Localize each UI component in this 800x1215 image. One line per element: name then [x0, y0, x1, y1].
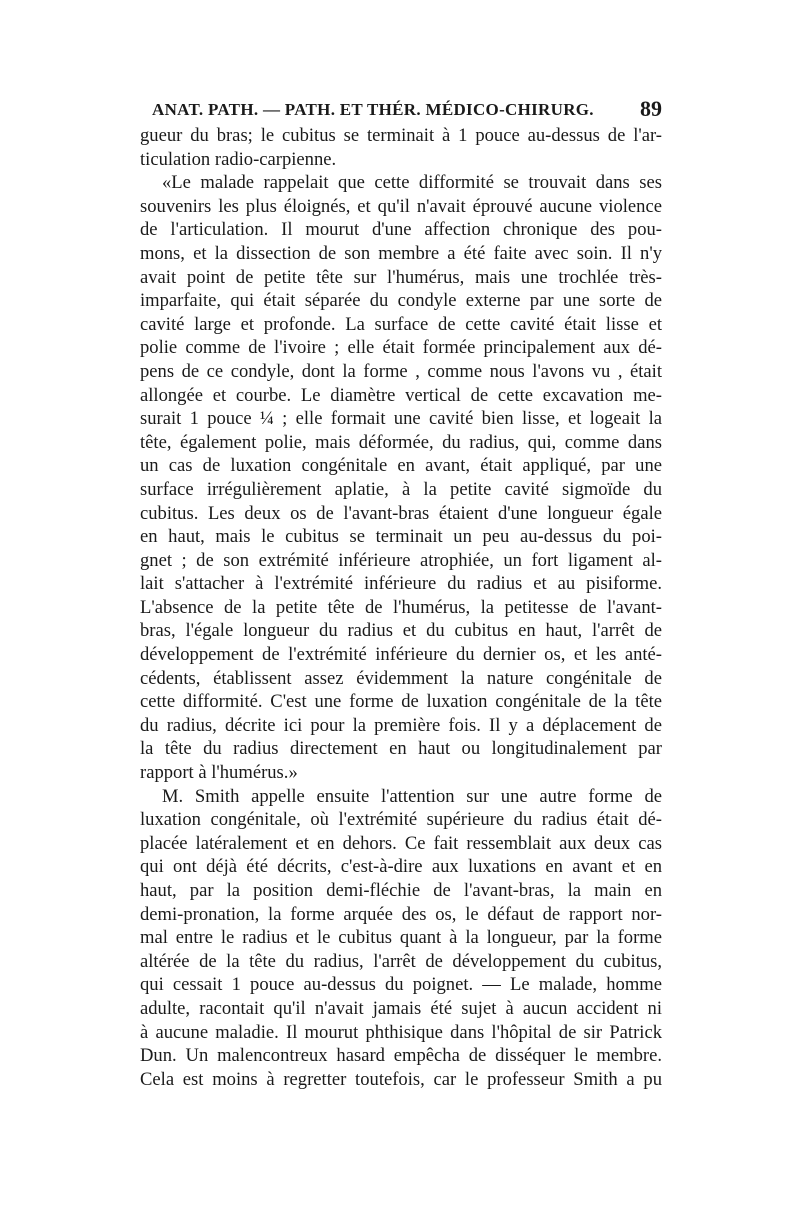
text-line: Cela est moins à regretter toutefois, car le professeur Smith a pu: [140, 1068, 662, 1090]
page-number: 89: [640, 96, 662, 121]
text-line: avait point de petite tête sur l'humérus, mais une trochlée très-: [140, 266, 662, 288]
text-line: bras, l'égale longueur du radius et du cubitus en haut, l'arrêt de: [140, 620, 662, 642]
text-line: qui ont déjà été décrits, c'est-à-dire aux luxations en avant et en: [140, 856, 662, 878]
text-line: mons, et la dissection de son membre a été faite avec soin. Il n'y: [140, 242, 662, 264]
text-line: mal entre le radius et le cubitus quant à la longueur, par la forme: [140, 927, 662, 949]
text-line: la tête du radius directement en haut ou longitudinalement par: [140, 738, 662, 760]
text-line: demi-pronation, la forme arquée des os, le défaut de rapport nor-: [140, 903, 662, 925]
text-line: lait s'attacher à l'extrémité inférieure du radius et au pisiforme.: [140, 573, 662, 595]
text-line: de l'articulation. Il mourut d'une affection chronique des pou-: [140, 219, 662, 241]
running-head: ANAT. PATH. — PATH. ET THÉR. MÉDICO-CHIRURG.: [152, 100, 594, 119]
text-line: allongée et courbe. Le diamètre vertical de cette excavation me-: [140, 384, 662, 406]
text-line: cubitus. Les deux os de l'avant-bras étaient d'une longueur égale: [140, 502, 662, 524]
text-line: Dun. Un malencontreux hasard empêcha de disséquer le membre.: [140, 1045, 662, 1067]
text-line: placée latéralement et en dehors. Ce fait ressemblait aux deux cas: [140, 832, 662, 854]
text-line: M. Smith appelle ensuite l'attention sur une autre forme de: [162, 785, 662, 807]
text-line: un cas de luxation congénitale en avant, était appliqué, par une: [140, 455, 662, 477]
text-line: L'absence de la petite tête de l'humérus, la petitesse de l'avant-: [140, 596, 662, 618]
text-line: rapport à l'humérus.»: [140, 762, 298, 784]
text-line: gueur du bras; le cubitus se terminait à 1 pouce au-dessus de l'ar-: [140, 125, 662, 146]
text-line: souvenirs les plus éloignés, et qu'il n'avait éprouvé aucune violence: [140, 195, 662, 217]
body-text: [140, 124, 662, 1091]
text-line: haut, par la position demi-fléchie de l'avant-bras, la main en: [140, 880, 662, 901]
text-line: cédents, établissent assez évidemment la nature congénitale de: [140, 667, 662, 689]
text-line: ticulation radio-carpienne.: [140, 148, 337, 170]
text-line: surface irrégulièrement aplatie, à la petite cavité sigmoïde du: [140, 478, 662, 500]
text-line: «Le malade rappelait que cette difformité se trouvait dans ses: [162, 172, 662, 194]
text-line: surait 1 pouce ¼ ; elle formait une cavité bien lisse, et logeait la: [140, 408, 662, 430]
text-line: à aucune maladie. Il mourut phthisique dans l'hôpital de sir Patrick: [140, 1021, 662, 1043]
text-line: pens de ce condyle, dont la forme , comme nous l'avons vu , était: [140, 360, 662, 382]
text-line: imparfaite, qui était séparée du condyle externe par une sorte de: [140, 290, 662, 312]
text-line: cette difformité. C'est une forme de luxation congénitale de la tête: [140, 691, 662, 713]
text-line: adulte, racontait qu'il n'avait jamais été sujet à aucun accident ni: [140, 997, 662, 1019]
text-line: polie comme de l'ivoire ; elle était formée principalement aux dé-: [140, 337, 662, 359]
text-line: qui cessait 1 pouce au-dessus du poignet. — Le malade, homme: [140, 974, 662, 996]
text-line: du radius, décrite ici pour la première fois. Il y a déplacement de: [140, 714, 662, 736]
text-line: gnet ; de son extrémité inférieure atrophiée, un fort ligament al-: [140, 549, 662, 571]
text-line: tête, également polie, mais déformée, du radius, qui, comme dans: [140, 431, 662, 453]
text-line: en haut, mais le cubitus se terminait un peu au-dessus du poi-: [140, 526, 662, 548]
text-line: altérée de la tête du radius, l'arrêt de développement du cubitus,: [140, 950, 662, 972]
text-line: développement de l'extrémité inférieure du dernier os, et les anté-: [140, 644, 662, 666]
text-line: cavité large et profonde. La surface de cette cavité était lisse et: [140, 313, 662, 335]
text-line: luxation congénitale, où l'extrémité supérieure du radius était dé-: [140, 809, 662, 831]
